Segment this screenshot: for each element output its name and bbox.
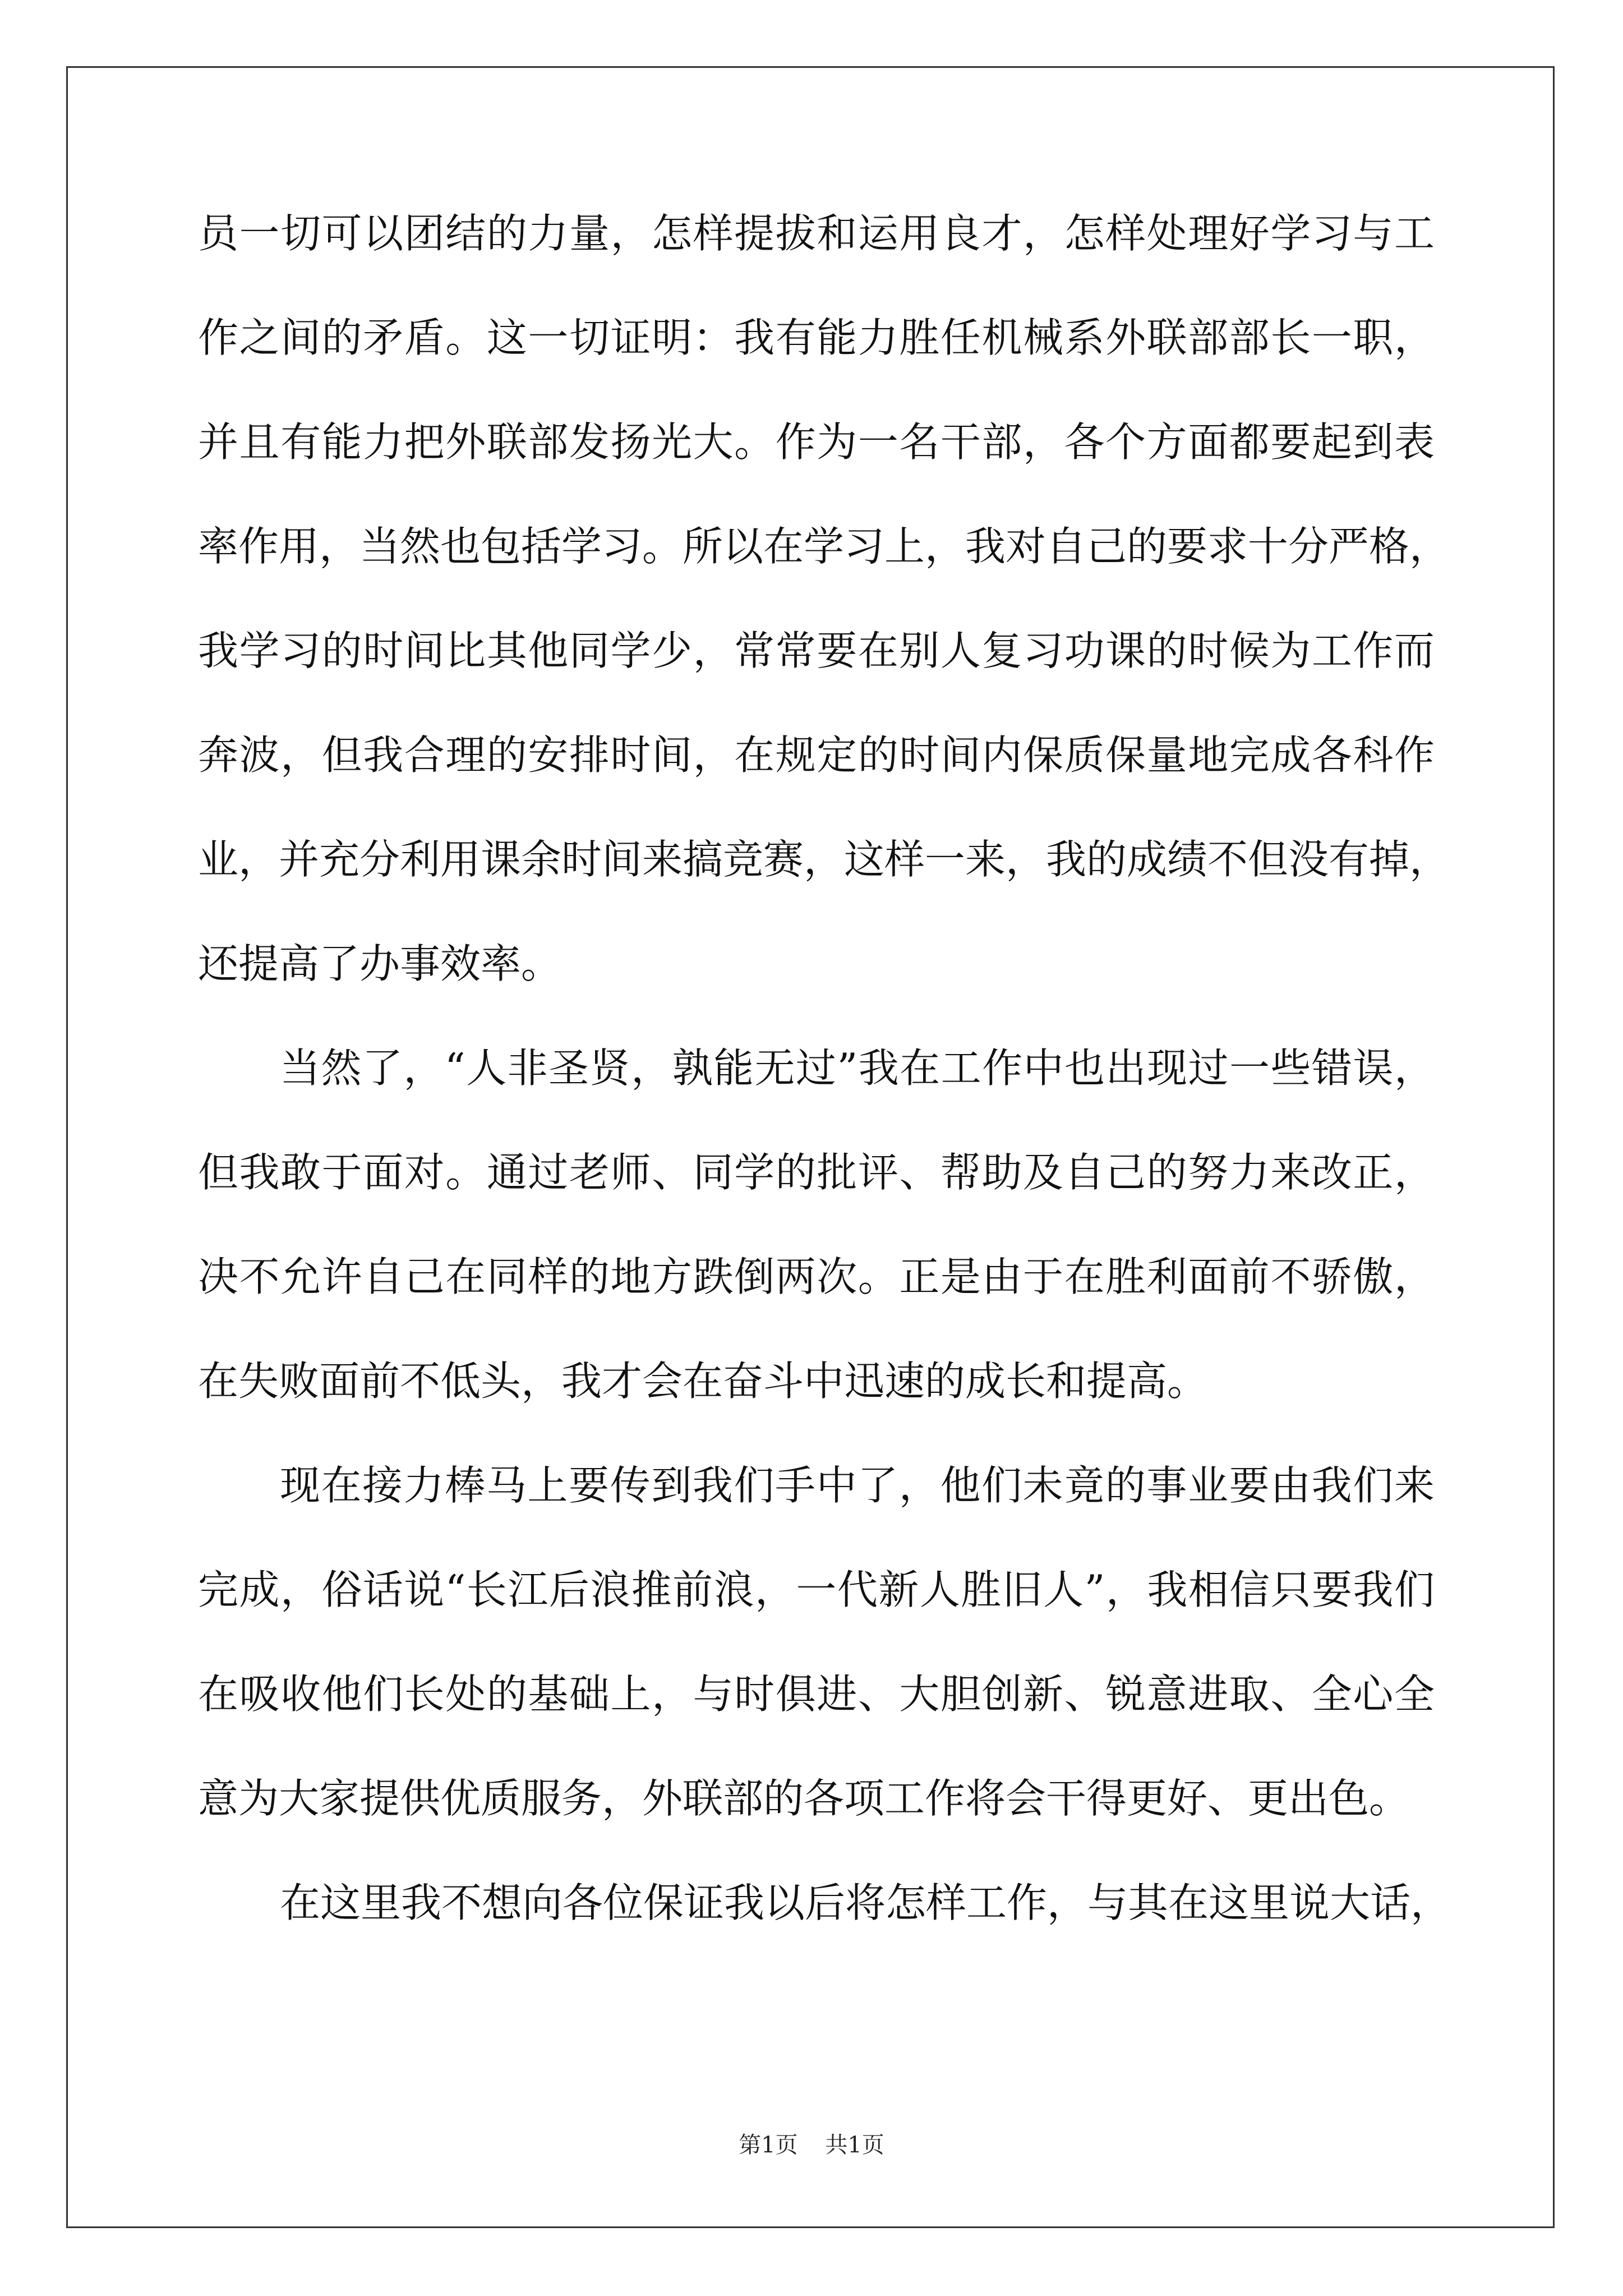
text-line: 决不允许自己在同样的地方跌倒两次。正是由于在胜利面前不骄傲， — [198, 1253, 1435, 1300]
text-line: 完成，俗话说“长江后浪推前浪，一代新人胜旧人”，我相信只要我们 — [198, 1566, 1435, 1613]
text-line: 我学习的时间比其他同学少，常常要在别人复习功课的时候为工作而 — [198, 627, 1435, 674]
text-line: 在吸收他们长处的基础上，与时俱进、大胆创新、锐意进取、全心全 — [198, 1671, 1435, 1718]
text-line: 奔波，但我合理的安排时间，在规定的时间内保质保量地完成各科作 — [198, 731, 1435, 779]
text-line: 作之间的矛盾。这一切证明：我有能力胜任机械系外联部部长一职， — [198, 314, 1435, 361]
page-footer — [0, 2127, 1623, 2159]
text-line: 现在接力棒马上要传到我们手中了，他们未竟的事业要由我们来 — [280, 1462, 1435, 1509]
text-line: 员一切可以团结的力量，怎样提拔和运用良才，怎样处理好学习与工 — [198, 210, 1435, 257]
text-line: 并且有能力把外联部发扬光大。作为一名干部，各个方面都要起到表 — [198, 418, 1435, 466]
page-number: 第1页 — [739, 2132, 798, 2158]
page-total: 共1页 — [825, 2132, 884, 2158]
text-line: 但我敢于面对。通过老师、同学的批评、帮助及自己的努力来改正， — [198, 1149, 1435, 1196]
document-body — [198, 206, 1451, 1980]
text-line: 还提高了办事效率。 — [198, 940, 562, 987]
text-line: 率作用，当然也包括学习。所以在学习上，我对自己的要求十分严格， — [198, 523, 1450, 570]
text-line: 业，并充分利用课余时间来搞竞赛，这样一来，我的成绩不但没有掉， — [198, 836, 1450, 883]
text-line: 在失败面前不低头，我才会在奋斗中迅速的成长和提高。 — [198, 1358, 1208, 1405]
text-line: 意为大家提供优质服务，外联部的各项工作将会干得更好、更出色。 — [198, 1775, 1410, 1822]
text-line: 当然了，“人非圣贤，孰能无过”我在工作中也出现过一些错误， — [280, 1045, 1435, 1092]
text-line: 在这里我不想向各位保证我以后将怎样工作，与其在这里说大话， — [280, 1879, 1451, 1926]
